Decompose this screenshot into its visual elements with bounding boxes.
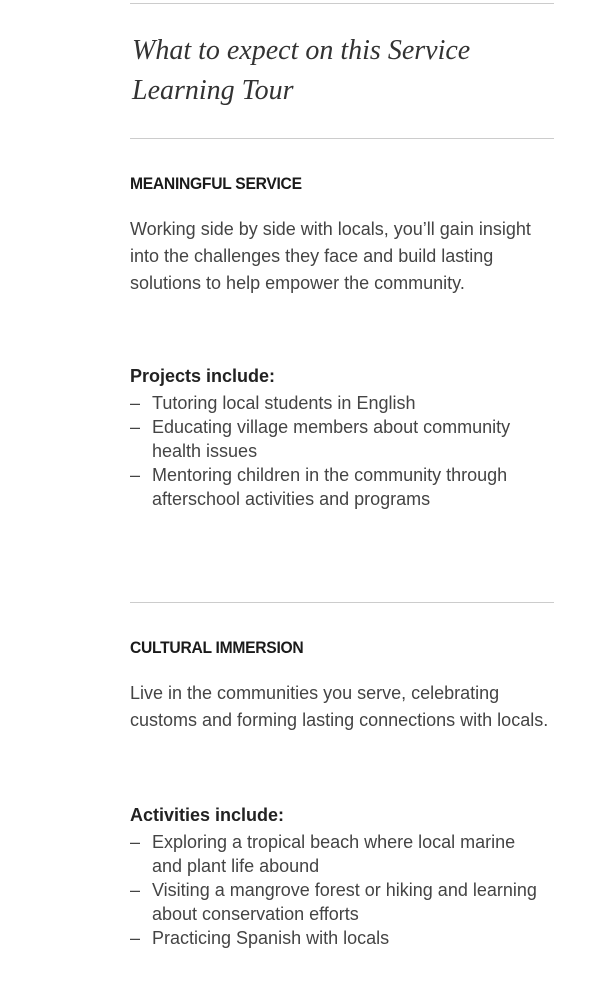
section-description: Live in the communities you serve, celebrating customs and forming lasting connections with locals. — [130, 683, 549, 730]
page-title: What to expect on this Service Learning Tour — [132, 35, 471, 106]
section-title: CULTURAL IMMERSION — [130, 638, 304, 657]
title-divider — [130, 138, 554, 139]
list-dash: – — [130, 880, 141, 900]
list-item — [130, 391, 550, 415]
list-item-text: Practicing Spanish with locals — [152, 928, 390, 948]
list-item — [130, 463, 550, 511]
list-dash: – — [130, 928, 141, 948]
section-divider — [130, 602, 554, 603]
list-item — [130, 830, 550, 878]
list-dash: – — [130, 465, 141, 485]
list-item — [130, 415, 550, 463]
list-item — [130, 926, 550, 950]
list-dash: – — [130, 393, 141, 413]
list-item-text: Educating village members about community health issues — [152, 417, 511, 461]
list-dash: – — [130, 417, 141, 437]
section-description: Working side by side with locals, you’ll gain insight into the challenges they face and build lasting solutions to help empower the community. — [130, 219, 531, 293]
activities-list — [130, 830, 550, 950]
list-item-text: Mentoring children in the community through afterschool activities and programs — [152, 465, 508, 509]
top-divider — [130, 3, 554, 4]
list-item-text: Tutoring local students in English — [152, 393, 416, 413]
list-item-text: Visiting a mangrove forest or hiking and learning about conservation efforts — [152, 880, 537, 924]
list-item — [130, 878, 550, 926]
list-dash: – — [130, 832, 141, 852]
section-title: MEANINGFUL SERVICE — [130, 174, 302, 193]
projects-list — [130, 391, 550, 511]
list-item-text: Exploring a tropical beach where local marine and plant life abound — [152, 832, 516, 876]
list-heading: Activities include: — [130, 805, 285, 825]
list-heading: Projects include: — [130, 366, 276, 386]
